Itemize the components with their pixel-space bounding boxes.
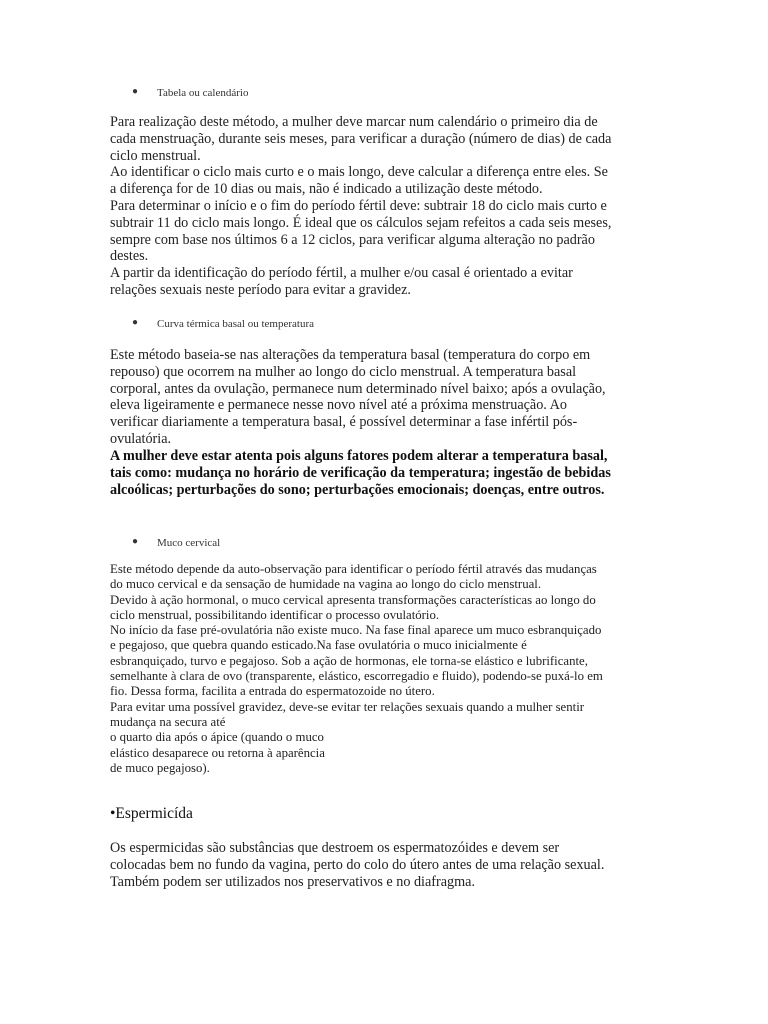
section-title-curva: Curva térmica basal ou temperatura — [157, 318, 314, 330]
bullet-dot: ● — [132, 536, 139, 547]
paragraph-espermicida: Os espermicidas são substâncias que destroem os espermatozóides e devem ser colocadas bem no fundo da vagina, perto do colo do útero antes de uma relação sexual. Também podem ser utilizados nos preservativos e no diafragma. — [110, 840, 605, 890]
section-title-muco: Muco cervical — [157, 537, 221, 549]
section-title-tabela: Tabela ou calendário — [157, 87, 249, 99]
paragraph-tabela: Para realização deste método, a mulher deve marcar num calendário o primeiro dia de cada menstruação, durante seis meses, para verificar a duração (número de dias) de cada ciclo menstrual. Ao identificar o ciclo mais curto e o mais longo, deve calcular a diferença entre eles. Se a diferença for de 10 dias ou mais, não é indicado a utilização deste método. Para determinar o início e o fim do período fértil deve: subtrair 18 do ciclo mais curto e subtrair 11 do ciclo mais longo. É ideal que os cálculos sejam refeitos a cada seis meses, sempre com base nos últimos 6 a 12 ciclos, para verificar alguma alteração no padrão destes. A partir da identificação do período fértil, a mulher e/ou casal é orientado a evitar relações sexuais neste período para evitar a gravidez. — [110, 114, 612, 298]
paragraph-curva-bold: A mulher deve estar atenta pois alguns fatores podem alterar a temperatura basal, tais como: mudança no horário de verificação da temperatura; ingestão de bebidas alcoólicas; perturbações do sono; perturbações emocionais; doenças, entre outros. — [110, 448, 611, 498]
heading-espermicida: •Espermicída — [110, 805, 193, 822]
bullet-dot: ● — [132, 86, 139, 97]
paragraph-curva: Este método baseia-se nas alterações da temperatura basal (temperatura do corpo em repouso) que ocorrem na mulher ao longo do ciclo menstrual. A temperatura basal corporal, antes da ovulação, permanece num determinado nível baixo; após a ovulação, eleva ligeiramente e permanece nesse novo nível até a próxima menstruação. Ao verificar diariamente a temperatura basal, é possível determinar a fase infértil pós- ovulatória. — [110, 347, 606, 447]
paragraph-muco: Este método depende da auto-observação para identificar o período fértil através das mudanças do muco cervical e da sensação de humidade na vagina ao longo do ciclo menstrual. Devido à ação hormonal, o muco cervical apresenta transformações características ao longo do ciclo menstrual, possibilitando identificar o processo ovulatório. No início da fase pré-ovulatória não existe muco. Na fase final aparece um muco esbranquiçado e pegajoso, que quebra quando esticado.Na fase ovulatória o muco inicialmente é esbranquiçado, turvo e pegajoso. Sob a ação de hormonas, ele torna-se elástico e lubrificante, semelhante à clara de ovo (transparente, elástico, escorregadio e fluido), podendo-se puxá-lo em fio. Dessa forma, facilita a entrada do espermatozoide no útero. Para evitar uma possível gravidez, deve-se evitar ter relações sexuais quando a mulher sentir mudança na secura até o quarto dia após o ápice (quando o muco elástico desaparece ou retorna à aparência de muco pegajoso). — [110, 562, 603, 775]
bullet-dot: ● — [132, 317, 139, 328]
